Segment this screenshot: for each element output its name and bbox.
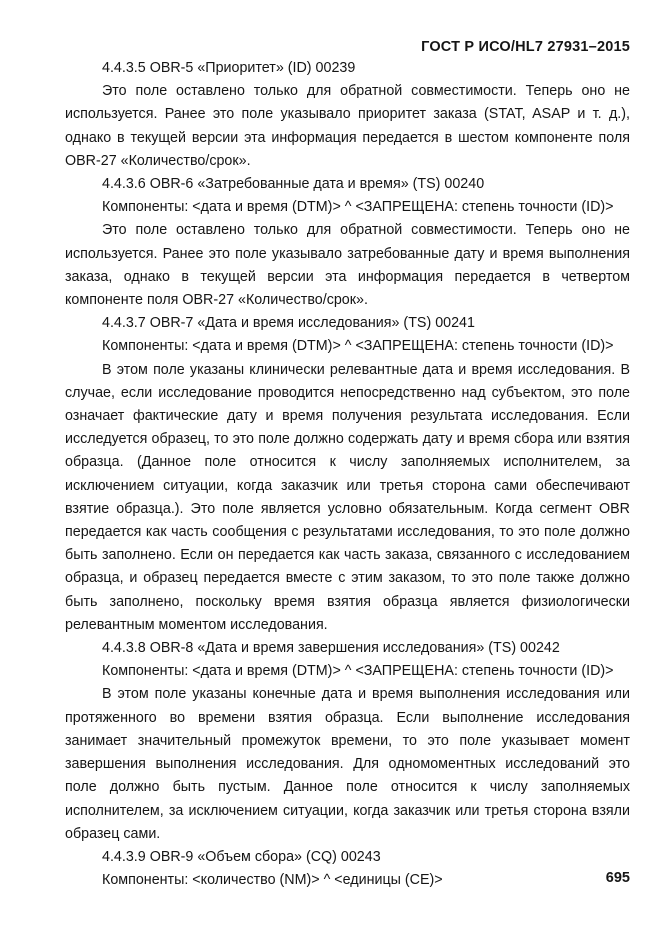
components-line: Компоненты: <дата и время (DTM)> ^ <ЗАПРЕЩЕНА: степень точности (ID)> (102, 338, 614, 355)
page-number: 695 (605, 870, 630, 886)
section-heading: 4.4.3.6 OBR-6 «Затребованные дата и время» (TS) 00240 (102, 176, 485, 193)
section-heading: 4.4.3.5 OBR-5 «Приоритет» (ID) 00239 (102, 60, 356, 76)
section-heading: 4.4.3.9 OBR-9 «Объем сбора» (CQ) 00243 (102, 848, 381, 865)
body-paragraph: Это поле оставлено только для обратной совместимости. Теперь оно не используется. Ранее это поле указывало приоритет заказа (STAT, ASAP и т. д.), однако в текущей версии эта информация передается в шестом компоненте поля OBR-27 «Количество/срок». (65, 83, 630, 169)
document-content (65, 57, 630, 892)
section-heading: 4.4.3.8 OBR-8 «Дата и время завершения исследования» (TS) 00242 (102, 640, 560, 657)
body-paragraph: В этом поле указаны клинически релевантные дата и время исследования. В случае, если исследование проводится непосредственно над субъектом, это поле означает фактические дату и время получения результата исследования. Если исследуется образец, то это поле должно содержать дату и время сбора или взятия образца. (Данное поле относится к числу заполняемых исполнителем, за исключением ситуации, когда заказчик или третья сторона сами обеспечивают взятие образца.). Это поле является условно обязательным. Когда сегмент OBR передается как часть сообщения с результатами исследования, то это поле должно быть заполнено. Если он передается как часть заказа, связанного с исследованием образца, и образец передается вместе с этим заказом, то это поле также должно быть заполнено, поскольку время взятия образца является физиологически релевантным моментом исследования. (65, 361, 630, 633)
section-heading: 4.4.3.7 OBR-7 «Дата и время исследования» (TS) 00241 (102, 315, 475, 332)
running-header: ГОСТ Р ИСО/HL7 27931–2015 (421, 39, 630, 55)
components-line: Компоненты: <количество (NM)> ^ <единицы (CE)> (102, 872, 443, 889)
components-line: Компоненты: <дата и время (DTM)> ^ <ЗАПРЕЩЕНА: степень точности (ID)> (102, 663, 614, 680)
components-line: Компоненты: <дата и время (DTM)> ^ <ЗАПРЕЩЕНА: степень точности (ID)> (102, 199, 614, 216)
body-paragraph: Это поле оставлено только для обратной совместимости. Теперь оно не используется. Ранее это поле указывало затребованные дату и время выполнения заказа, однако в текущей версии эта информация передается в четвертом компоненте поля OBR-27 «Количество/срок». (65, 222, 630, 309)
body-paragraph: В этом поле указаны конечные дата и время выполнения исследования или протяженного во времени взятия образца. Если выполнение исследования занимает значительный промежуток времени, то это поле указывает момент завершения выполнения исследования. Для одномоментных исследований это поле должно быть пустым. Данное поле относится к числу заполняемых исполнителем, за исключением ситуации, когда заказчик или третья сторона взяли образец сами. (65, 686, 630, 842)
